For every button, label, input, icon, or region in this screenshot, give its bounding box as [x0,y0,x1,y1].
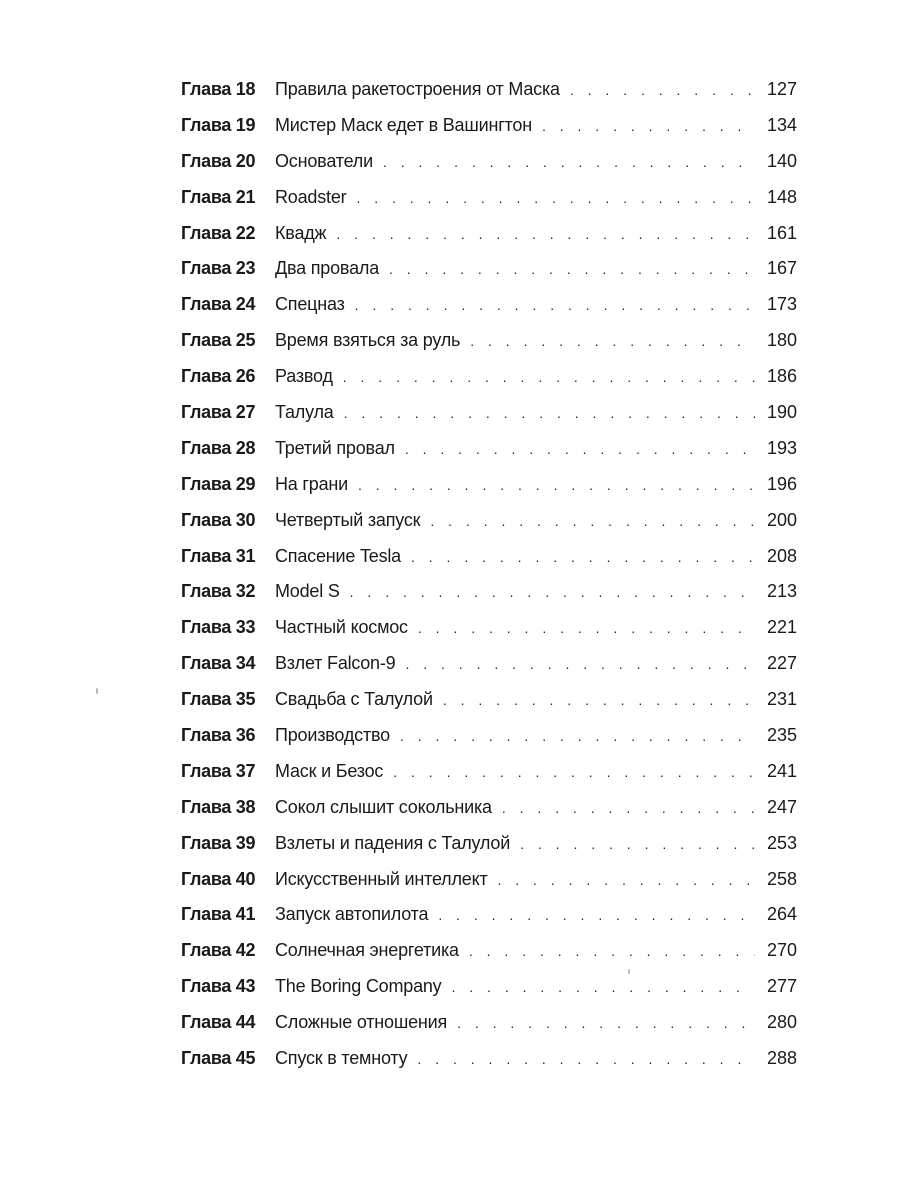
chapter-number: Глава 27 [181,402,256,423]
toc-entry [181,251,797,287]
dot-leader [343,360,755,396]
chapter-title: Развод [275,366,333,387]
chapter-number: Глава 35 [181,689,256,710]
toc-entry [181,108,797,144]
page-number: 208 [766,545,797,566]
dot-leader [358,468,755,504]
dot-leader [400,719,755,755]
chapter-number: Глава 22 [181,222,256,243]
page-number: 227 [766,653,797,674]
table-of-contents [181,72,797,1077]
page-number: 196 [766,473,797,494]
page-number: 288 [766,1048,797,1069]
chapter-title: Маск и Безос [275,760,384,781]
page-number: 264 [766,904,797,925]
toc-entry [181,933,797,969]
chapter-number: Глава 37 [181,760,256,781]
paper-speck [628,969,630,974]
chapter-title: Солнечная энергетика [275,940,459,961]
dot-leader [344,396,755,432]
page-number: 148 [766,186,797,207]
toc-entry [181,467,797,503]
chapter-title: Спуск в темноту [275,1048,408,1069]
toc-entry [181,826,797,862]
chapter-number: Глава 26 [181,366,256,387]
chapter-number: Глава 28 [181,437,256,458]
dot-leader [470,324,755,360]
chapter-number: Глава 24 [181,294,256,315]
page-number: 235 [766,725,797,746]
chapter-title: Третий провал [275,437,395,458]
chapter-title: Взлеты и падения с Талулой [275,832,511,853]
chapter-title: На грани [275,473,348,494]
page-number: 253 [766,832,797,853]
page-number: 161 [766,222,797,243]
page-number: 134 [766,114,797,135]
dot-leader [405,432,755,468]
toc-entry [181,682,797,718]
dot-leader [457,1006,755,1042]
chapter-number: Глава 39 [181,832,256,853]
dot-leader [498,863,756,899]
dot-leader [336,217,755,253]
dot-leader [502,791,755,827]
chapter-number: Глава 25 [181,330,256,351]
chapter-number: Глава 23 [181,258,256,279]
dot-leader [356,181,755,217]
dot-leader [570,73,755,109]
paper-speck [96,688,98,694]
chapter-title: Спасение Tesla [275,545,401,566]
chapter-title: Производство [275,725,390,746]
page-number: 270 [766,940,797,961]
chapter-number: Глава 31 [181,545,256,566]
toc-entry [181,969,797,1005]
chapter-number: Глава 19 [181,114,256,135]
dot-leader [452,970,756,1006]
chapter-title: Время взяться за руль [275,330,461,351]
chapter-title: Взлет Falcon-9 [275,653,396,674]
dot-leader [430,504,755,540]
chapter-title: Четвертый запуск [275,509,421,530]
toc-entry [181,216,797,252]
dot-leader [350,575,755,611]
chapter-title: Запуск автопилота [275,904,429,925]
chapter-title: Искусственный интеллект [275,868,488,889]
chapter-number: Глава 29 [181,473,256,494]
page-number: 213 [766,581,797,602]
chapter-title: Квадж [275,222,327,243]
page-number: 173 [766,294,797,315]
chapter-title: Сложные отношения [275,1012,448,1033]
page-number: 280 [766,1012,797,1033]
toc-entry [181,144,797,180]
chapter-number: Глава 41 [181,904,256,925]
chapter-number: Глава 43 [181,976,256,997]
page-number: 186 [766,366,797,387]
page-number: 277 [766,976,797,997]
toc-entry [181,718,797,754]
dot-leader [520,827,755,863]
toc-entry [181,610,797,646]
dot-leader [405,647,755,683]
toc-entry [181,287,797,323]
toc-entry [181,431,797,467]
chapter-number: Глава 36 [181,725,256,746]
toc-entry [181,359,797,395]
chapter-title: Талула [275,402,334,423]
dot-leader [389,252,755,288]
toc-entry [181,395,797,431]
toc-entry [181,646,797,682]
page-number: 221 [766,617,797,638]
page-number: 140 [766,150,797,171]
page-number: 231 [766,689,797,710]
chapter-title: Основатели [275,150,373,171]
chapter-title: Частный космос [275,617,408,638]
toc-entry [181,503,797,539]
toc-entry [181,323,797,359]
chapter-number: Глава 40 [181,868,256,889]
page-number: 167 [766,258,797,279]
toc-entry [181,897,797,933]
page-number: 247 [766,796,797,817]
toc-entry [181,574,797,610]
page-number: 180 [766,330,797,351]
chapter-number: Глава 21 [181,186,256,207]
chapter-title: Мистер Маск едет в Вашингтон [275,114,532,135]
dot-leader [411,540,755,576]
dot-leader [443,683,755,719]
dot-leader [542,109,755,145]
dot-leader [438,898,755,934]
chapter-title: Сокол слышит сокольника [275,796,492,817]
toc-entry [181,180,797,216]
dot-leader [469,934,755,970]
dot-leader [383,145,755,181]
page-number: 241 [766,760,797,781]
chapter-title: Roadster [275,186,347,207]
toc-entry [181,539,797,575]
chapter-number: Глава 45 [181,1048,256,1069]
dot-leader [418,611,755,647]
chapter-number: Глава 30 [181,509,256,530]
toc-entry [181,1005,797,1041]
chapter-number: Глава 44 [181,1012,256,1033]
toc-entry [181,1041,797,1077]
chapter-number: Глава 18 [181,79,256,99]
chapter-number: Глава 38 [181,796,256,817]
page-number: 193 [766,437,797,458]
page-number: 200 [766,509,797,530]
page-number: 258 [766,868,797,889]
chapter-title: The Boring Company [275,976,442,997]
chapter-number: Глава 33 [181,617,256,638]
chapter-number: Глава 42 [181,940,256,961]
dot-leader [417,1042,755,1078]
dot-leader [393,755,755,791]
dot-leader [355,288,755,324]
toc-entry [181,72,797,108]
toc-entry [181,790,797,826]
toc-entry [181,862,797,898]
chapter-title: Спецназ [275,294,345,315]
chapter-title: Свадьба с Талулой [275,689,433,710]
chapter-number: Глава 32 [181,581,256,602]
chapter-title: Правила ракетостроения от Маска [275,79,560,99]
chapter-title: Model S [275,581,340,602]
toc-entry [181,754,797,790]
chapter-title: Два провала [275,258,380,279]
chapter-number: Глава 20 [181,150,256,171]
page-number: 127 [766,79,797,99]
page-number: 190 [766,402,797,423]
chapter-number: Глава 34 [181,653,256,674]
